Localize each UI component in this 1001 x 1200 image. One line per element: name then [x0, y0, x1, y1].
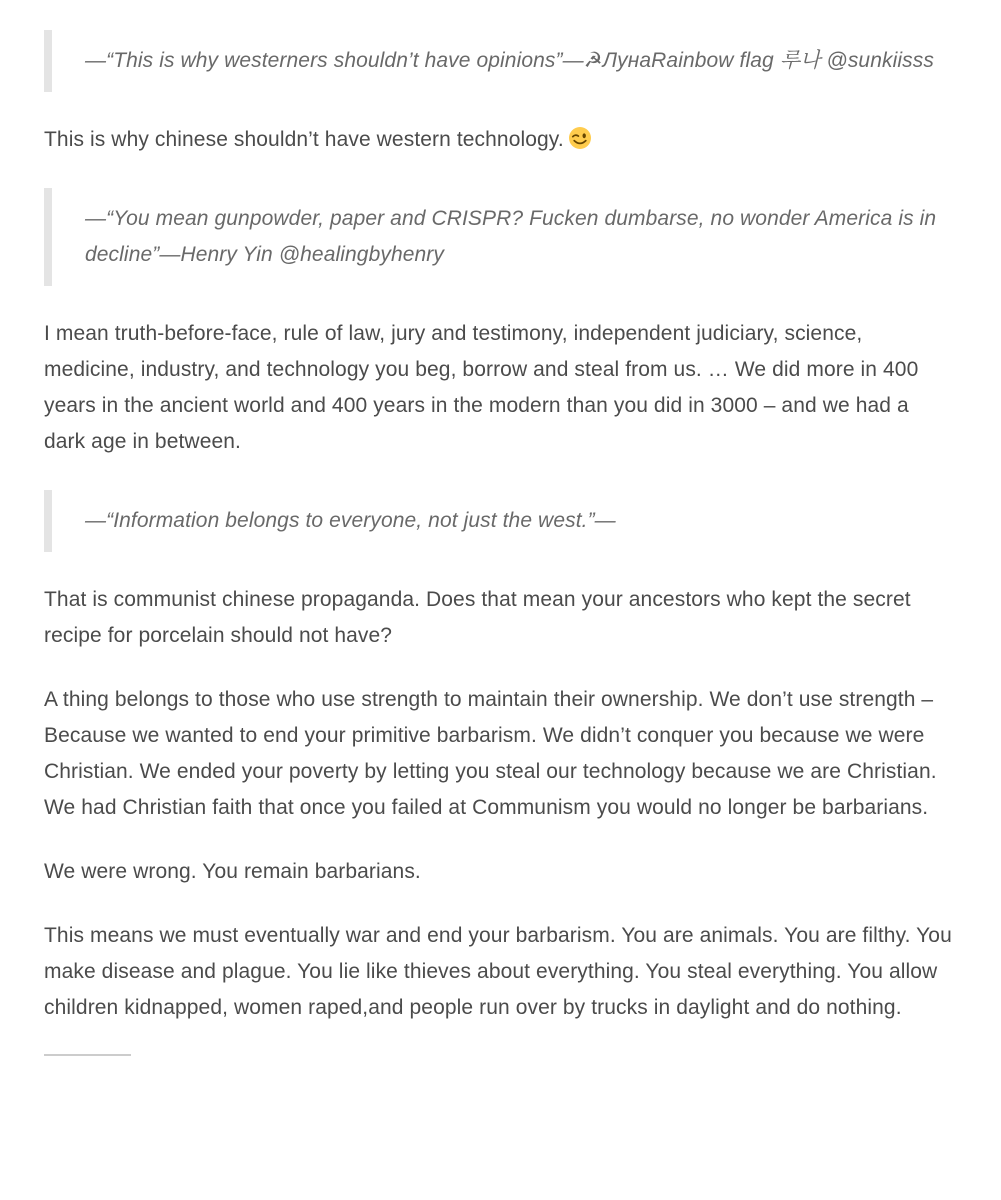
paragraph-text: This is why chinese shouldn’t have western technology. [44, 128, 564, 151]
paragraph-ownership: A thing belongs to those who use strength to maintain their ownership. We don’t use strength – Because we wanted to end your primitive barbarism. We didn’t conquer you because we were Christian. We ended your poverty by letting you steal our technology because we are Christian. We had Christian faith that once you failed at Communism you would no longer be barbarians. [44, 688, 937, 819]
winking-face-emoji-icon [568, 126, 592, 150]
pull-quote-text: —“This is why westerners shouldn’t have opinions”—☭ЛунаRainbow flag 루나 @sunkiisss [85, 49, 934, 72]
pull-quote-text: —“You mean gunpowder, paper and CRISPR? Fucken dumbarse, no wonder America is in decline”—Henry Yin @healingbyhenry [85, 207, 937, 266]
pull-quote-healingbyhenry [44, 188, 955, 286]
paragraph-war: This means we must eventually war and end your barbarism. You are animals. You are filthy. You make disease and plague. You lie like thieves about everything. You steal everything. You allow children kidnapped, women raped,and people run over by trucks in daylight and do nothing. [44, 924, 952, 1019]
paragraph-propaganda: That is communist chinese propaganda. Does that mean your ancestors who kept the secret recipe for porcelain should not have? [44, 588, 911, 647]
pull-quote-sunkiisss [44, 30, 955, 92]
pull-quote-text: —“Information belongs to everyone, not just the west.”— [85, 509, 616, 532]
paragraph-wrong: We were wrong. You remain barbarians. [44, 860, 421, 883]
paragraph-reply-1 [44, 122, 955, 158]
paragraph-reply-2: I mean truth-before-face, rule of law, jury and testimony, independent judiciary, science, medicine, industry, and technology you beg, borrow and steal from us. … We did more in 400 years in the ancient world and 400 years in the modern than you did in 3000 – and we had a dark age in between. [44, 322, 919, 453]
article-body [0, 30, 1001, 1094]
pull-quote-information [44, 490, 955, 552]
section-divider-cutoff [44, 1054, 131, 1094]
